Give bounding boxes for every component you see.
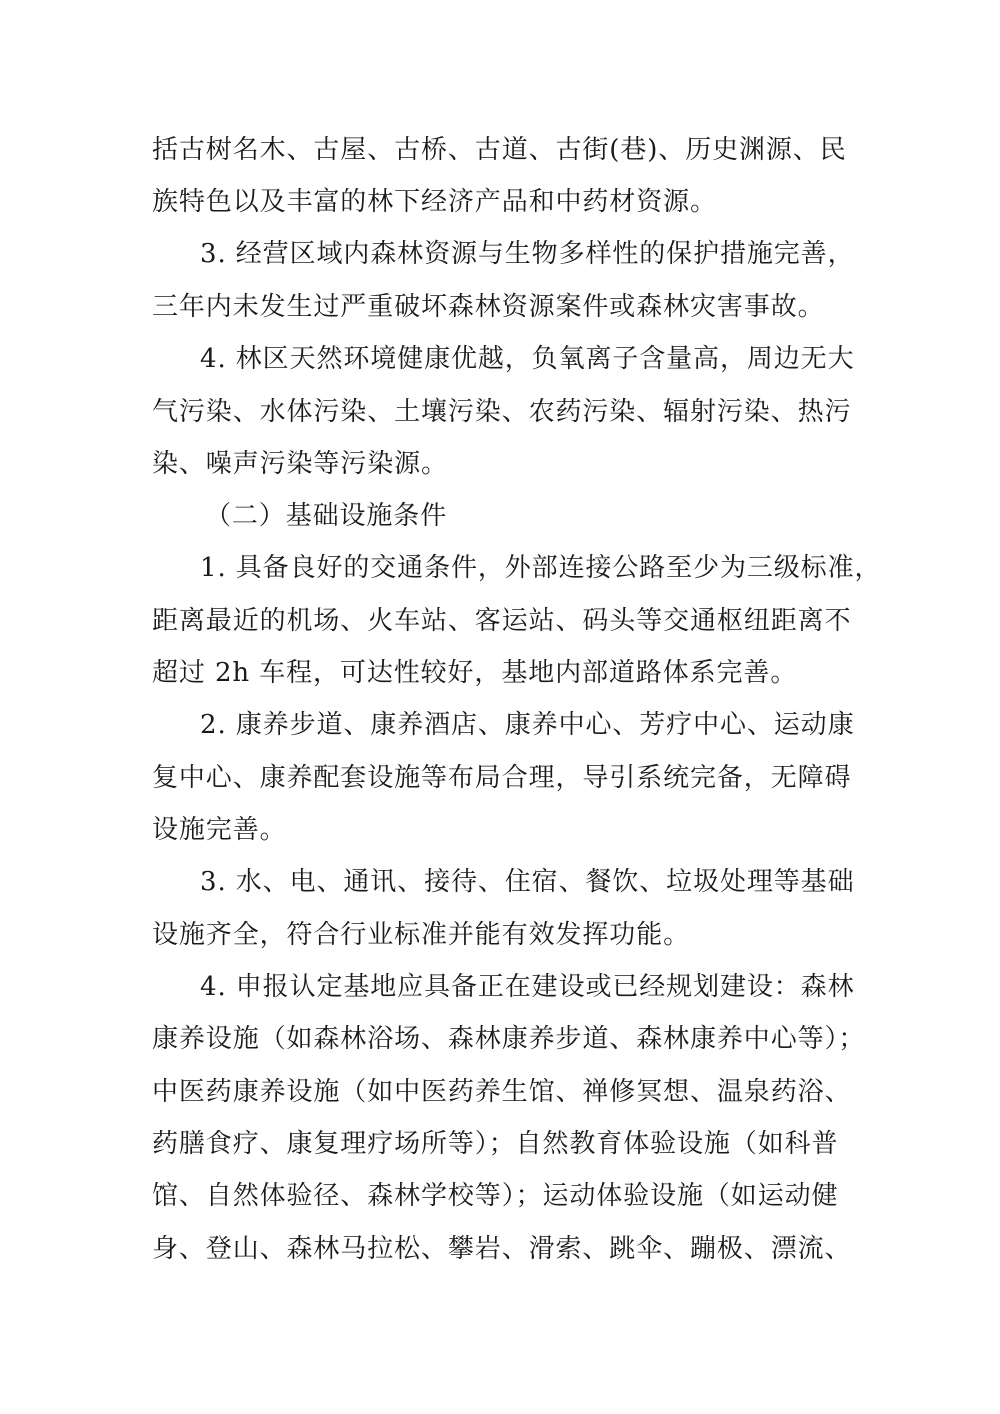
text-line: 复中心、康养配套设施等布局合理，导引系统完备，无障碍 [152, 763, 852, 793]
text-line: 族特色以及丰富的林下经济产品和中药材资源。 [152, 187, 717, 217]
text-line: 馆、自然体验径、森林学校等）；运动体验设施（如运动健 [152, 1181, 839, 1211]
text-line: 括古树名木、古屋、古桥、古道、古街(巷)、历史渊源、民 [152, 135, 847, 165]
paragraph-start: 4. 林区天然环境健康优越，负氧离子含量高，周边无大 [200, 344, 855, 374]
text-line: 超过 2h 车程，可达性较好，基地内部道路体系完善。 [152, 658, 798, 688]
paragraph-start: 1. 具备良好的交通条件，外部连接公路至少为三级标准， [200, 553, 882, 583]
text-line: 康养设施（如森林浴场、森林康养步道、森林康养中心等）； [152, 1024, 866, 1054]
paragraph-start: 2. 康养步道、康养酒店、康养中心、芳疗中心、运动康 [200, 710, 855, 740]
text-line: 药膳食疗、康复理疗场所等）；自然教育体验设施（如科普 [152, 1129, 839, 1159]
paragraph-start: 3. 水、电、通讯、接待、住宿、餐饮、垃圾处理等基础 [200, 867, 855, 897]
text-line: 设施齐全，符合行业标准并能有效发挥功能。 [152, 920, 691, 950]
text-line: 中医药康养设施（如中医药养生馆、禅修冥想、温泉药浴、 [152, 1077, 852, 1107]
text-line: 设施完善。 [152, 815, 287, 845]
paragraph-start: 4. 申报认定基地应具备正在建设或已经规划建设：森林 [200, 972, 855, 1002]
text-line: 染、噪声污染等污染源。 [152, 449, 448, 479]
text-line: 身、登山、森林马拉松、攀岩、滑索、跳伞、蹦极、漂流、 [152, 1234, 852, 1264]
text-line: 距离最近的机场、火车站、客运站、码头等交通枢纽距离不 [152, 606, 852, 636]
paragraph-start: 3. 经营区域内森林资源与生物多样性的保护措施完善， [200, 239, 855, 269]
section-heading: （二）基础设施条件 [205, 501, 448, 531]
text-line: 三年内未发生过严重破坏森林资源案件或森林灾害事故。 [152, 292, 825, 322]
text-line: 气污染、水体污染、土壤污染、农药污染、辐射污染、热污 [152, 397, 852, 427]
